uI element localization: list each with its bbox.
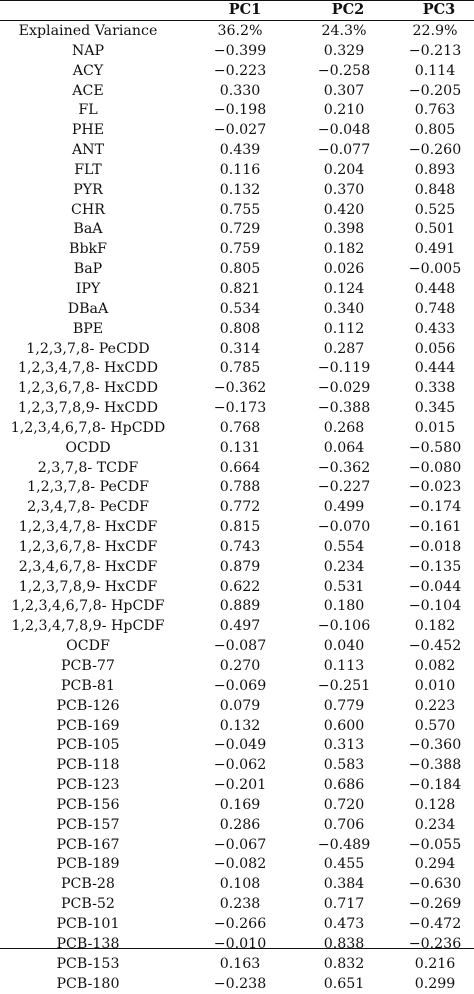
cell-pc2: −0.070 (296, 518, 392, 538)
table-row (0, 379, 474, 399)
cell-pc2: 24.3% (296, 22, 392, 42)
cell-pc3: −0.580 (396, 439, 474, 459)
row-label: PCB-28 (0, 875, 176, 895)
cell-pc2: 0.182 (296, 240, 392, 260)
cell-pc3: 0.182 (396, 617, 474, 637)
row-label: DBaA (0, 300, 176, 320)
cell-pc1: −0.049 (180, 736, 300, 756)
table-row (0, 121, 474, 141)
cell-pc2: 0.113 (296, 657, 392, 677)
cell-pc3: 0.525 (396, 201, 474, 221)
cell-pc1: 0.286 (180, 816, 300, 836)
row-label: PCB-169 (0, 717, 176, 737)
cell-pc3: −0.135 (396, 558, 474, 578)
row-label: PCB-52 (0, 895, 176, 915)
table-row (0, 240, 474, 260)
table-row (0, 82, 474, 102)
cell-pc2: 0.026 (296, 260, 392, 280)
table-row (0, 101, 474, 121)
cell-pc3: 0.491 (396, 240, 474, 260)
table-row (0, 578, 474, 598)
cell-pc1: 0.132 (180, 181, 300, 201)
cell-pc3: −0.005 (396, 260, 474, 280)
table-row (0, 617, 474, 637)
cell-pc3: −0.213 (396, 42, 474, 62)
row-label: 1,2,3,7,8,9- HxCDF (0, 578, 176, 598)
table-row (0, 677, 474, 697)
row-label: PCB-77 (0, 657, 176, 677)
row-label: PCB-167 (0, 836, 176, 856)
table-row (0, 776, 474, 796)
cell-pc1: 0.330 (180, 82, 300, 102)
cell-pc3: 0.294 (396, 855, 474, 875)
header-pc1: PC1 (190, 0, 300, 20)
table-row (0, 717, 474, 737)
table-row (0, 399, 474, 419)
row-label: 2,3,4,7,8- PeCDF (0, 498, 176, 518)
row-label: FLT (0, 161, 176, 181)
table-row (0, 597, 474, 617)
cell-pc2: 0.398 (296, 220, 392, 240)
cell-pc1: 0.238 (180, 895, 300, 915)
cell-pc1: 36.2% (180, 22, 300, 42)
cell-pc1: 0.132 (180, 717, 300, 737)
table-row (0, 498, 474, 518)
table-row (0, 975, 474, 994)
table-row (0, 280, 474, 300)
table-row (0, 201, 474, 221)
table-row (0, 657, 474, 677)
cell-pc2: 0.706 (296, 816, 392, 836)
row-label: PCB-156 (0, 796, 176, 816)
cell-pc1: 0.755 (180, 201, 300, 221)
cell-pc2: 0.420 (296, 201, 392, 221)
row-label: ANT (0, 141, 176, 161)
table-row (0, 220, 474, 240)
table-row (0, 836, 474, 856)
cell-pc3: 0.763 (396, 101, 474, 121)
cell-pc3: 0.216 (396, 955, 474, 975)
row-label: PCB-105 (0, 736, 176, 756)
row-label: IPY (0, 280, 176, 300)
cell-pc2: −0.048 (296, 121, 392, 141)
cell-pc3: 0.848 (396, 181, 474, 201)
table-row (0, 915, 474, 935)
cell-pc2: −0.388 (296, 399, 392, 419)
row-label: OCDD (0, 439, 176, 459)
cell-pc2: 0.112 (296, 320, 392, 340)
row-label: 1,2,3,4,7,8- HxCDD (0, 359, 176, 379)
table-row (0, 22, 474, 42)
table-row (0, 796, 474, 816)
cell-pc2: −0.077 (296, 141, 392, 161)
cell-pc3: −0.104 (396, 597, 474, 617)
cell-pc2: −0.119 (296, 359, 392, 379)
table-row (0, 756, 474, 776)
cell-pc3: −0.080 (396, 459, 474, 479)
table-row (0, 558, 474, 578)
cell-pc1: 0.079 (180, 697, 300, 717)
cell-pc1: 0.622 (180, 578, 300, 598)
cell-pc2: 0.499 (296, 498, 392, 518)
cell-pc3: −0.269 (396, 895, 474, 915)
table-row (0, 359, 474, 379)
cell-pc1: −0.223 (180, 62, 300, 82)
cell-pc2: 0.340 (296, 300, 392, 320)
cell-pc3: −0.174 (396, 498, 474, 518)
table-header-rule (0, 20, 474, 21)
cell-pc2: 0.370 (296, 181, 392, 201)
row-label: PCB-81 (0, 677, 176, 697)
table-row (0, 697, 474, 717)
cell-pc1: 0.314 (180, 340, 300, 360)
cell-pc3: −0.630 (396, 875, 474, 895)
cell-pc3: 0.570 (396, 717, 474, 737)
row-label: PHE (0, 121, 176, 141)
cell-pc2: 0.583 (296, 756, 392, 776)
cell-pc2: 0.531 (296, 578, 392, 598)
cell-pc1: 0.821 (180, 280, 300, 300)
row-label: CHR (0, 201, 176, 221)
cell-pc1: 0.772 (180, 498, 300, 518)
cell-pc1: −0.238 (180, 975, 300, 994)
table-row (0, 955, 474, 975)
cell-pc3: 0.114 (396, 62, 474, 82)
table-bottom-rule (0, 948, 474, 949)
cell-pc3: −0.161 (396, 518, 474, 538)
cell-pc1: −0.069 (180, 677, 300, 697)
cell-pc3: 22.9% (396, 22, 474, 42)
table-body (0, 22, 474, 994)
cell-pc2: −0.029 (296, 379, 392, 399)
table-row (0, 340, 474, 360)
cell-pc3: −0.205 (396, 82, 474, 102)
cell-pc2: 0.204 (296, 161, 392, 181)
cell-pc2: 0.234 (296, 558, 392, 578)
header-pc2: PC2 (296, 0, 400, 20)
row-label: PCB-189 (0, 855, 176, 875)
cell-pc2: 0.180 (296, 597, 392, 617)
cell-pc1: −0.266 (180, 915, 300, 935)
cell-pc3: 0.444 (396, 359, 474, 379)
cell-pc2: −0.106 (296, 617, 392, 637)
cell-pc2: 0.307 (296, 82, 392, 102)
table-row (0, 935, 474, 955)
row-label: BPE (0, 320, 176, 340)
cell-pc2: 0.268 (296, 419, 392, 439)
cell-pc3: −0.044 (396, 578, 474, 598)
row-label: 1,2,3,4,7,8,9- HpCDF (0, 617, 176, 637)
cell-pc2: 0.779 (296, 697, 392, 717)
cell-pc3: −0.018 (396, 538, 474, 558)
header-label-column (0, 0, 176, 20)
row-label: 2,3,7,8- TCDF (0, 459, 176, 479)
cell-pc2: 0.832 (296, 955, 392, 975)
table-header-row (0, 0, 474, 20)
cell-pc1: 0.889 (180, 597, 300, 617)
cell-pc3: 0.748 (396, 300, 474, 320)
cell-pc2: 0.473 (296, 915, 392, 935)
table-row (0, 42, 474, 62)
cell-pc1: 0.270 (180, 657, 300, 677)
cell-pc3: 0.234 (396, 816, 474, 836)
row-label: PCB-118 (0, 756, 176, 776)
cell-pc3: −0.452 (396, 637, 474, 657)
row-label: 1,2,3,4,6,7,8- HpCDF (0, 597, 176, 617)
row-label: OCDF (0, 637, 176, 657)
header-pc3: PC3 (404, 0, 474, 20)
cell-pc2: −0.258 (296, 62, 392, 82)
cell-pc2: 0.600 (296, 717, 392, 737)
table-row (0, 439, 474, 459)
cell-pc1: 0.116 (180, 161, 300, 181)
table-row (0, 300, 474, 320)
cell-pc1: 0.879 (180, 558, 300, 578)
row-label: 1,2,3,6,7,8- HxCDF (0, 538, 176, 558)
cell-pc1: 0.664 (180, 459, 300, 479)
row-label: ACY (0, 62, 176, 82)
cell-pc3: 0.082 (396, 657, 474, 677)
cell-pc2: 0.313 (296, 736, 392, 756)
cell-pc1: 0.534 (180, 300, 300, 320)
cell-pc1: −0.173 (180, 399, 300, 419)
row-label: BaP (0, 260, 176, 280)
row-label: PCB-138 (0, 935, 176, 955)
cell-pc1: −0.010 (180, 935, 300, 955)
cell-pc3: −0.184 (396, 776, 474, 796)
cell-pc1: −0.362 (180, 379, 300, 399)
row-label: 1,2,3,4,6,7,8- HpCDD (0, 419, 176, 439)
cell-pc3: 0.433 (396, 320, 474, 340)
row-label: 2,3,4,6,7,8- HxCDF (0, 558, 176, 578)
cell-pc1: −0.198 (180, 101, 300, 121)
row-label: 1,2,3,7,8- PeCDD (0, 340, 176, 360)
cell-pc2: −0.251 (296, 677, 392, 697)
cell-pc3: 0.893 (396, 161, 474, 181)
table-row (0, 181, 474, 201)
cell-pc1: 0.743 (180, 538, 300, 558)
table-row (0, 855, 474, 875)
table-row (0, 141, 474, 161)
cell-pc1: 0.815 (180, 518, 300, 538)
cell-pc2: 0.287 (296, 340, 392, 360)
cell-pc2: 0.686 (296, 776, 392, 796)
row-label: FL (0, 101, 176, 121)
row-label: PCB-126 (0, 697, 176, 717)
cell-pc2: −0.227 (296, 478, 392, 498)
cell-pc3: 0.015 (396, 419, 474, 439)
table-row (0, 260, 474, 280)
cell-pc1: −0.062 (180, 756, 300, 776)
row-label: 1,2,3,6,7,8- HxCDD (0, 379, 176, 399)
cell-pc2: 0.720 (296, 796, 392, 816)
cell-pc1: −0.087 (180, 637, 300, 657)
table-row (0, 538, 474, 558)
table-row (0, 518, 474, 538)
cell-pc3: 0.345 (396, 399, 474, 419)
cell-pc3: 0.010 (396, 677, 474, 697)
cell-pc2: 0.838 (296, 935, 392, 955)
table-row (0, 419, 474, 439)
cell-pc1: 0.169 (180, 796, 300, 816)
cell-pc1: 0.108 (180, 875, 300, 895)
row-label: NAP (0, 42, 176, 62)
cell-pc3: 0.128 (396, 796, 474, 816)
row-label: Explained Variance (0, 22, 176, 42)
cell-pc1: 0.163 (180, 955, 300, 975)
table-row (0, 478, 474, 498)
table-row (0, 161, 474, 181)
cell-pc1: −0.027 (180, 121, 300, 141)
cell-pc3: −0.360 (396, 736, 474, 756)
row-label: PCB-157 (0, 816, 176, 836)
cell-pc1: 0.808 (180, 320, 300, 340)
cell-pc1: 0.131 (180, 439, 300, 459)
cell-pc2: −0.362 (296, 459, 392, 479)
cell-pc3: −0.055 (396, 836, 474, 856)
cell-pc3: 0.056 (396, 340, 474, 360)
table-row (0, 875, 474, 895)
row-label: PCB-153 (0, 955, 176, 975)
cell-pc2: 0.210 (296, 101, 392, 121)
cell-pc3: −0.023 (396, 478, 474, 498)
row-label: PCB-123 (0, 776, 176, 796)
cell-pc3: 0.338 (396, 379, 474, 399)
cell-pc1: 0.729 (180, 220, 300, 240)
cell-pc1: 0.497 (180, 617, 300, 637)
cell-pc2: 0.124 (296, 280, 392, 300)
cell-pc1: 0.768 (180, 419, 300, 439)
cell-pc2: 0.717 (296, 895, 392, 915)
table-row (0, 895, 474, 915)
cell-pc3: −0.260 (396, 141, 474, 161)
cell-pc1: −0.399 (180, 42, 300, 62)
row-label: 1,2,3,7,8,9- HxCDD (0, 399, 176, 419)
cell-pc3: 0.223 (396, 697, 474, 717)
row-label: 1,2,3,4,7,8- HxCDF (0, 518, 176, 538)
cell-pc2: 0.329 (296, 42, 392, 62)
cell-pc2: 0.064 (296, 439, 392, 459)
cell-pc1: 0.788 (180, 478, 300, 498)
cell-pc2: 0.040 (296, 637, 392, 657)
cell-pc1: 0.759 (180, 240, 300, 260)
cell-pc2: −0.489 (296, 836, 392, 856)
cell-pc3: −0.472 (396, 915, 474, 935)
row-label: PCB-180 (0, 975, 176, 994)
cell-pc1: −0.082 (180, 855, 300, 875)
table-row (0, 62, 474, 82)
cell-pc3: −0.236 (396, 935, 474, 955)
table-row (0, 816, 474, 836)
cell-pc2: 0.554 (296, 538, 392, 558)
cell-pc3: 0.299 (396, 975, 474, 994)
cell-pc2: 0.384 (296, 875, 392, 895)
row-label: PCB-101 (0, 915, 176, 935)
row-label: PYR (0, 181, 176, 201)
row-label: 1,2,3,7,8- PeCDF (0, 478, 176, 498)
cell-pc1: 0.785 (180, 359, 300, 379)
cell-pc1: −0.067 (180, 836, 300, 856)
cell-pc1: 0.805 (180, 260, 300, 280)
table-row (0, 637, 474, 657)
cell-pc3: −0.388 (396, 756, 474, 776)
row-label: BbkF (0, 240, 176, 260)
row-label: BaA (0, 220, 176, 240)
table-row (0, 459, 474, 479)
table-row (0, 320, 474, 340)
cell-pc3: 0.805 (396, 121, 474, 141)
cell-pc3: 0.448 (396, 280, 474, 300)
cell-pc3: 0.501 (396, 220, 474, 240)
row-label: ACE (0, 82, 176, 102)
cell-pc1: 0.439 (180, 141, 300, 161)
table-row (0, 736, 474, 756)
cell-pc2: 0.651 (296, 975, 392, 994)
cell-pc1: −0.201 (180, 776, 300, 796)
cell-pc2: 0.455 (296, 855, 392, 875)
